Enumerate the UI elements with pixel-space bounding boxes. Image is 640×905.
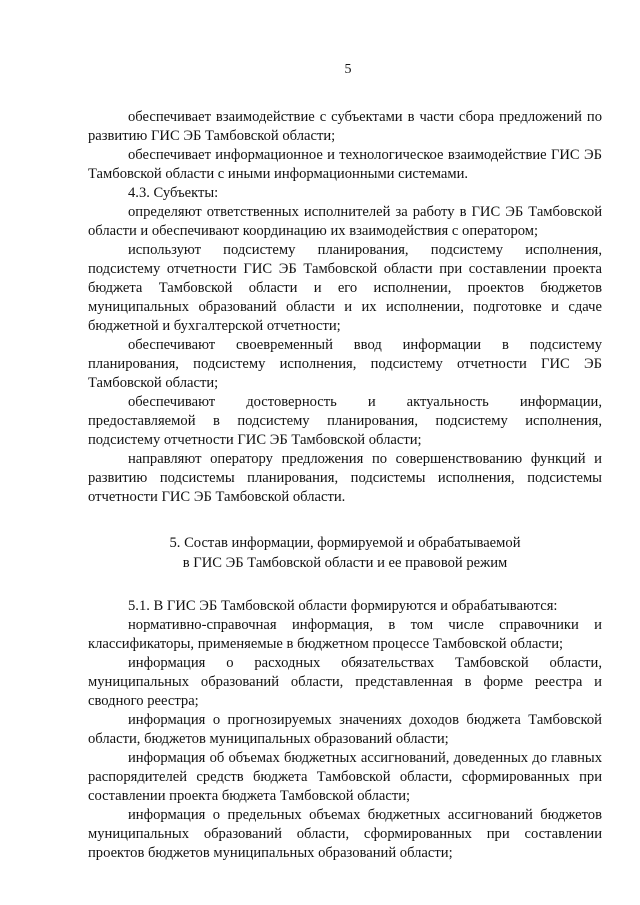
paragraph: нормативно-справочная информация, в том числе справочники и классификаторы, применяемые в бюджетном процессе Тамбовской области;	[88, 617, 602, 652]
paragraph: информация о прогнозируемых значениях доходов бюджета Тамбовской области, бюджетов муниципальных образований области;	[88, 712, 602, 747]
body-text-top	[88, 108, 602, 507]
paragraph: информация об объемах бюджетных ассигнований, доведенных до главных распорядителей средств бюджета Тамбовской области, сформированных при составлении проекта бюджета Тамбовской области;	[88, 750, 602, 804]
paragraph: 4.3. Субъекты:	[128, 185, 219, 201]
section-heading	[88, 533, 602, 573]
paragraph: обеспечивают своевременный ввод информации в подсистему планирования, подсистему исполнения, подсистему отчетности ГИС ЭБ Тамбовской области;	[88, 337, 602, 391]
page-number: 5	[344, 62, 352, 77]
paragraph: информация о расходных обязательствах Тамбовской области, муниципальных образований области, представленная в форме реестра и сводного реестра;	[88, 655, 602, 709]
section-heading-line: в ГИС ЭБ Тамбовской области и ее правовой режим	[182, 555, 508, 571]
paragraph: направляют оператору предложения по совершенствованию функций и развитию подсистемы планирования, подсистемы исполнения, подсистемы отчетности ГИС ЭБ Тамбовской области.	[88, 451, 602, 505]
paragraph: обеспечивает взаимодействие с субъектами в части сбора предложений по развитию ГИС ЭБ Тамбовской области;	[88, 109, 602, 144]
paragraph: определяют ответственных исполнителей за работу в ГИС ЭБ Тамбовской области и обеспечивают координацию их взаимодействия с оператором;	[88, 204, 602, 239]
paragraph: обеспечивает информационное и технологическое взаимодействие ГИС ЭБ Тамбовской области с иными информационными системами.	[88, 147, 602, 182]
paragraph: используют подсистему планирования, подсистему исполнения, подсистему отчетности ГИС ЭБ Тамбовской области при составлении проекта бюджета Тамбовской области и его исполнении, проектов бюджетов муниципальных образований области и их исполнении, подготовке и сдаче бюджетной и бухгалтерской отчетности;	[88, 242, 602, 334]
body-text-bottom	[88, 597, 602, 863]
paragraph: информация о предельных объемах бюджетных ассигнований бюджетов муниципальных образований области, сформированных при составлении проектов бюджетов муниципальных образований области;	[88, 807, 602, 861]
section-heading-line: 5. Состав информации, формируемой и обрабатываемой	[169, 535, 521, 551]
paragraph: 5.1. В ГИС ЭБ Тамбовской области формируются и обрабатываются:	[128, 598, 558, 614]
paragraph: обеспечивают достоверность и актуальность информации, предоставляемой в подсистему планирования, подсистему исполнения, подсистему отчетности ГИС ЭБ Тамбовской области;	[88, 394, 602, 448]
